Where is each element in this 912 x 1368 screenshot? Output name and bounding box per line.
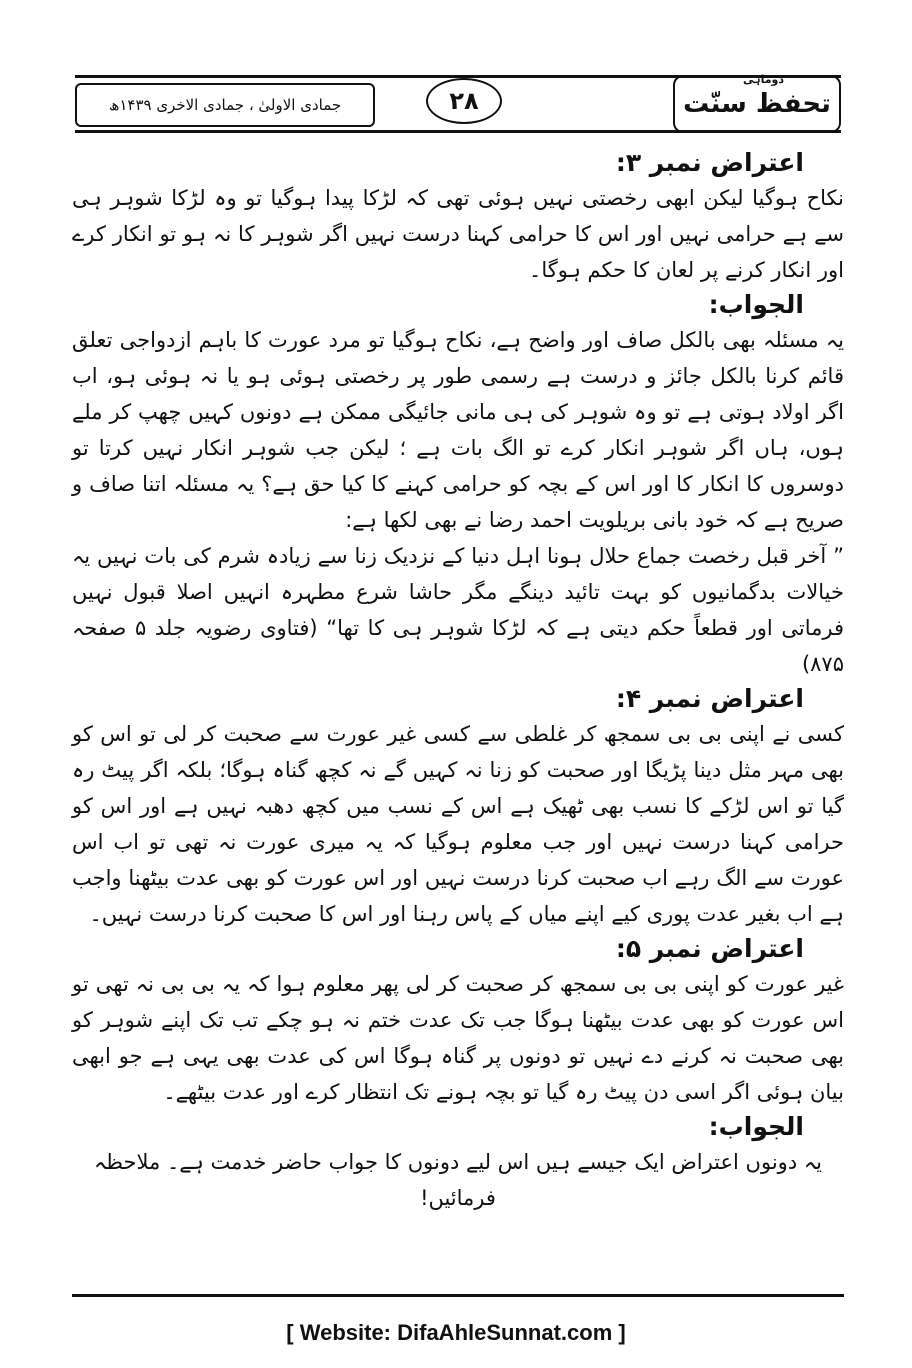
- section-text: کسی نے اپنی بی بی سمجھ کر غلطی سے کسی غیر عورت سے صحبت کر لی تو اس کو بھی مہر مثل دینا پڑیگا اور صحبت کو زنا نہ کہیں گے نہ کچھ گناہ ہوگا؛ بلکہ اگر پیٹ رہ گیا تو اس لڑکے کا نسب بھی ٹھیک ہے اس کے نسب میں کچھ دھبہ نہیں ہے اور اس کو حرامی کہنا درست نہیں اور جب معلوم ہوگیا کہ یہ میری عورت نہ تھی تو اب اس عورت سے الگ رہے اب صحبت کرنا درست نہیں اور اس عورت کو بھی عدت بیٹھنا واجب ہے اب بغیر عدت پوری کیے اپنے میاں کے پاس رہنا اور اس کا صحبت کرنا درست نہیں۔: [72, 722, 844, 926]
- page-number: ۲۸: [426, 78, 502, 124]
- issue-date: جمادی الاولیٰ ، جمادی الاخری ۱۴۳۹ھ: [75, 83, 375, 127]
- page-content: [72, 146, 844, 1216]
- footer-rule: [72, 1294, 844, 1297]
- section-text: نکاح ہوگیا لیکن ابھی رخصتی نہیں ہوئی تھی کہ لڑکا پیدا ہوگیا تو وہ لڑکا شوہر ہی سے ہے حرامی نہیں اور اس کا حرامی کہنا درست نہیں اگر شوہر کا نہ ہو تو انکار کرے اور انکار کرنے پر لعان کا حکم ہوگا۔: [72, 186, 844, 282]
- section-heading: اعتراض نمبر ۳:: [615, 148, 804, 177]
- section-heading: الجواب:: [708, 1112, 804, 1141]
- section-heading: الجواب:: [708, 290, 804, 319]
- website-footer: [ Website: DifaAhleSunnat.com ]: [286, 1320, 626, 1345]
- section-heading: اعتراض نمبر ۵:: [615, 934, 804, 963]
- section-heading: اعتراض نمبر ۴:: [615, 684, 804, 713]
- magazine-subtitle: دوماہی: [743, 73, 784, 86]
- section-text: یہ مسئلہ بھی بالکل صاف اور واضح ہے، نکاح ہوگیا تو مرد عورت کا باہم ازدواجی تعلق قائم کرنا بالکل جائز و درست ہے رسمی طور پر رخصتی ہوئی ہو یا نہ ہوئی ہو، اب اگر اولاد ہوتی ہے تو وہ شوہر کی ہی مانی جائیگی ممکن ہے دونوں کہیں چھپ کر ملے ہوں، ہاں اگر شوہر انکار کرے تو الگ بات ہے ؛ لیکن جب شوہر انکار نہیں کرتا تو دوسروں کا انکار کا اور اس کے بچہ کو حرامی کہنے کا کیا حق ہے؟ یہ مسئلہ اتنا صاف و صریح ہے کہ خود بانی بریلویت احمد رضا نے بھی لکھا ہے:: [72, 328, 844, 532]
- section-text: غیر عورت کو اپنی بی بی سمجھ کر صحبت کر لی پھر معلوم ہوا کہ یہ بی بی نہ تھی تو اس عورت کو بھی عدت بیٹھنا ہوگا جب تک عدت ختم نہ ہو چکے تب تک اپنے شوہر کو بھی صحبت نہ کرنے دے نہیں تو دونوں پر گناہ ہوگا اس کی عدت بھی یہی ہے جو ابھی بیان ہوئی اگر اسی دن پیٹ رہ گیا تو بچہ ہونے تک انتظار کرے اور عدت بیٹھے۔: [72, 972, 844, 1104]
- section-text: یہ دونوں اعتراض ایک جیسے ہیں اس لیے دونوں کا جواب حاضر خدمت ہے۔ ملاحظہ فرمائیں!: [93, 1150, 822, 1210]
- magazine-title: تحفظ سنّت: [683, 89, 831, 119]
- quotation: ” آخر قبل رخصت جماع حلال ہونا اہل دنیا کے نزدیک زنا سے زیادہ شرم کی بات نہیں یہ خیالات بدگمانیوں کو بہت تائید دینگے مگر حاشا شرع مطہرہ انہیں اصلا قبول نہیں فرماتی اور قطعاً حکم دیتی ہے کہ لڑکا شوہر ہی کا تھا“ (فتاوی رضویہ جلد ۵ صفحہ ۸۷۵): [72, 544, 844, 676]
- magazine-title-box: [673, 75, 841, 133]
